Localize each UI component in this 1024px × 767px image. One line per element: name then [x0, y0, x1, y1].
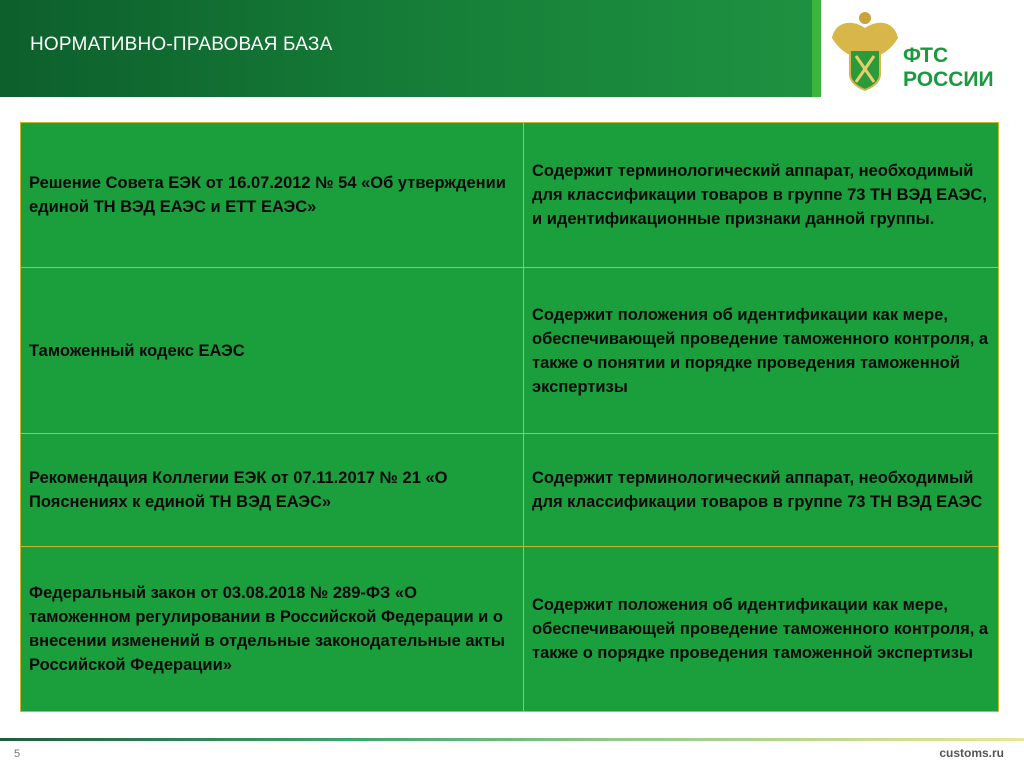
page-number: 5: [14, 748, 21, 760]
table-row: [21, 547, 999, 712]
header-bar: [0, 0, 812, 97]
description-cell: Содержит положения об идентификации как мере, обеспечивающей проведение таможенного контроля, а также о порядке проведения таможенной экспертизы: [524, 547, 999, 712]
document-cell: Решение Совета ЕЭК от 16.07.2012 № 54 «Об утверждении единой ТН ВЭД ЕАЭС и ЕТТ ЕАЭС»: [21, 123, 524, 268]
description-cell: Содержит терминологический аппарат, необходимый для классификации товаров в группе 73 ТН ВЭД ЕАЭС, и идентификационные признаки данной группы.: [524, 123, 999, 268]
emblem-icon: [830, 8, 900, 94]
fts-logo: [830, 8, 1020, 94]
legal-base-table: [20, 122, 999, 712]
accent-strip: [812, 0, 821, 97]
footer-site: customs.ru: [939, 746, 1004, 760]
description-cell: Содержит терминологический аппарат, необходимый для классификации товаров в группе 73 ТН ВЭД ЕАЭС: [524, 434, 999, 547]
logo-text: [903, 44, 994, 92]
table-row: [21, 268, 999, 434]
description-cell: Содержит положения об идентификации как мере, обеспечивающей проведение таможенного контроля, а также о понятии и порядке проведения таможенной экспертизы: [524, 268, 999, 434]
table-row: [21, 434, 999, 547]
table-row: [21, 123, 999, 268]
footer-divider: [0, 738, 1024, 741]
slide-title: НОРМАТИВНО-ПРАВОВАЯ БАЗА: [30, 34, 333, 55]
document-cell: Федеральный закон от 03.08.2018 № 289-ФЗ «О таможенном регулировании в Российской Федерации и о внесении изменений в отдельные законодательные акты Российской Федерации»: [21, 547, 524, 712]
logo-line1: ФТС: [903, 44, 949, 67]
document-cell: Таможенный кодекс ЕАЭС: [21, 268, 524, 434]
document-cell: Рекомендация Коллегии ЕЭК от 07.11.2017 № 21 «О Пояснениях к единой ТН ВЭД ЕАЭС»: [21, 434, 524, 547]
logo-line2: РОССИИ: [903, 68, 994, 91]
